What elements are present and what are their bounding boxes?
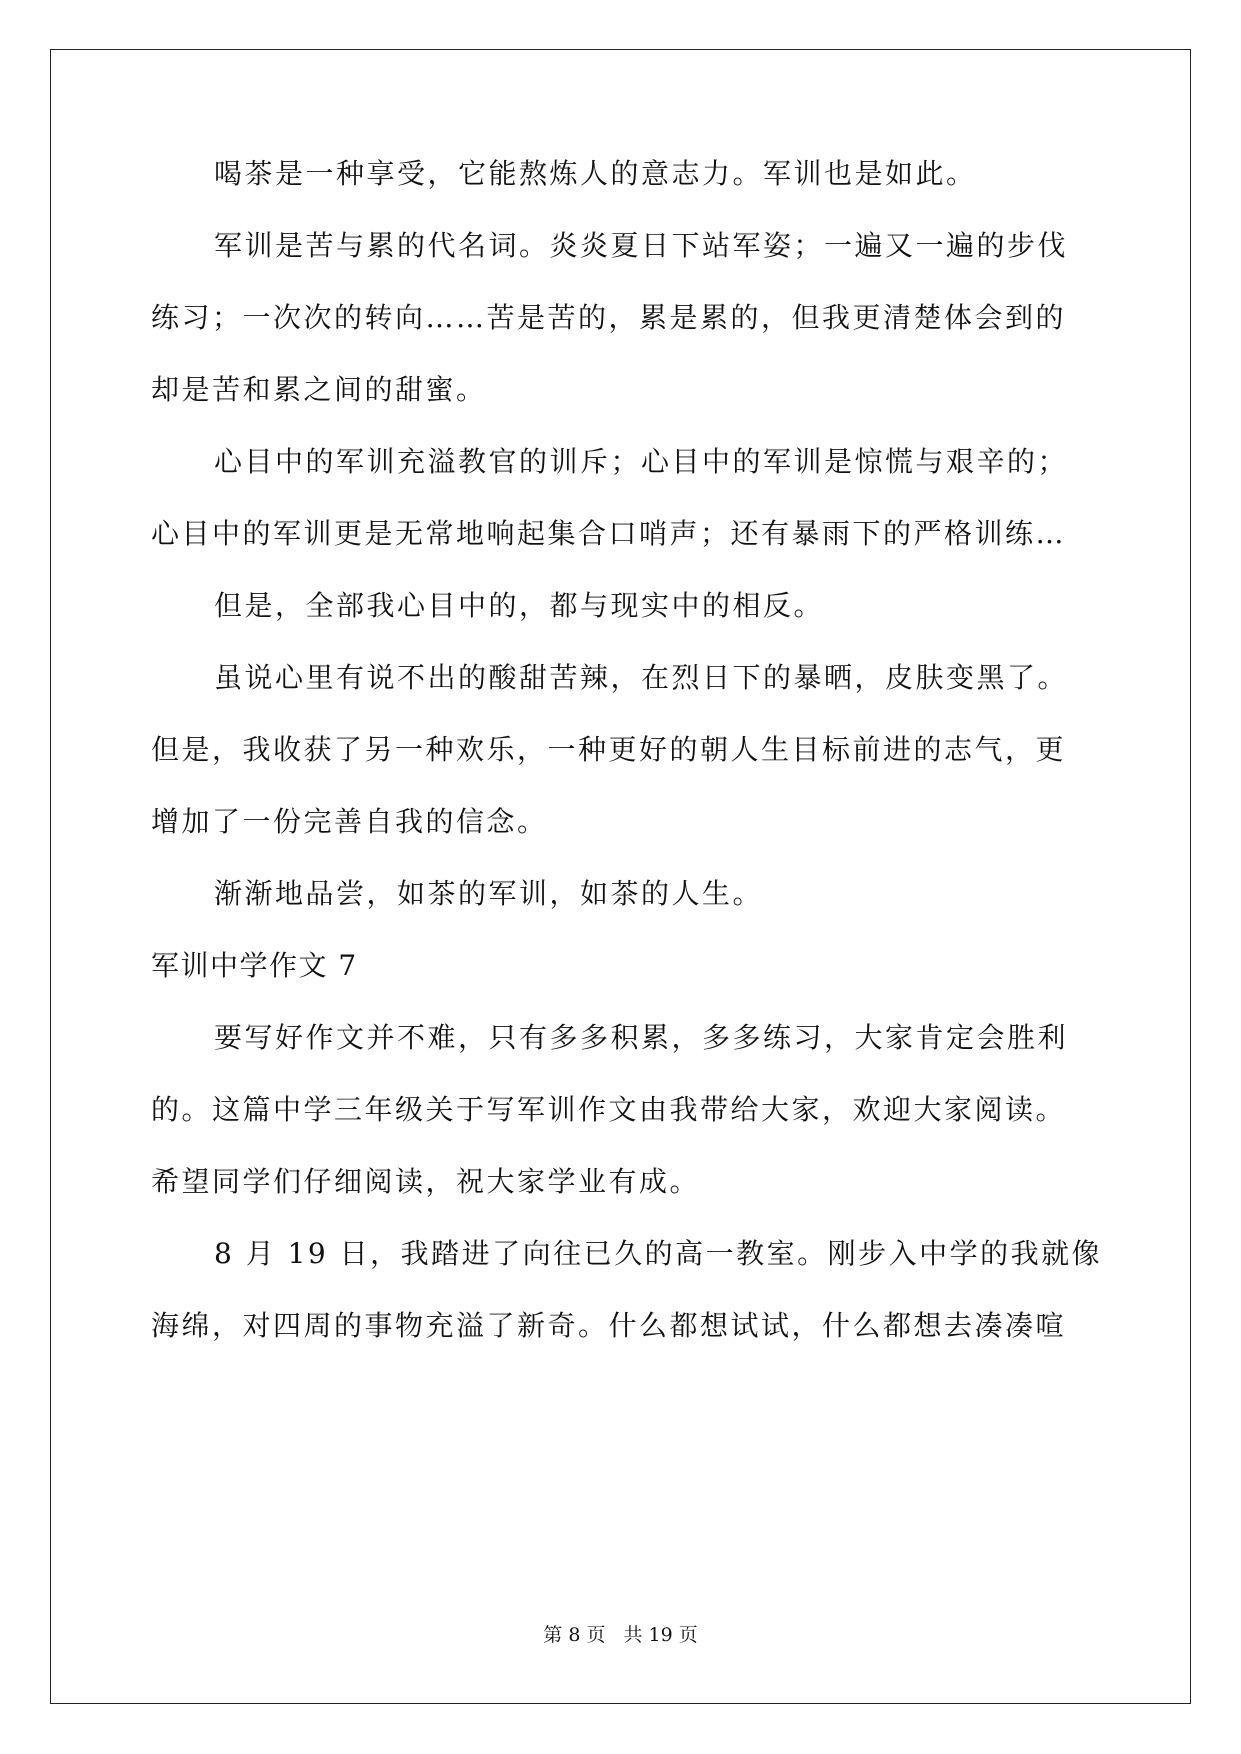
paragraph-line: 心目中的军训充溢教官的训斥；心目中的军训是惊慌与艰辛的；: [214, 445, 1069, 478]
paragraph-line: 8 月 19 日，我踏进了向往已久的高一教室。刚步入中学的我就像: [214, 1237, 1103, 1270]
page-total: 共 19 页: [623, 1624, 698, 1646]
page-footer: [0, 1623, 1241, 1647]
section-heading: 军训中学作文 7: [151, 949, 358, 982]
paragraph-line: 希望同学们仔细阅读，祝大家学业有成。: [151, 1165, 701, 1198]
paragraph-line: 虽说心里有说不出的酸甜苦辣，在烈日下的暴晒，皮肤变黑了。: [214, 661, 1069, 694]
paragraph-line: 但是，我收获了另一种欢乐，一种更好的朝人生目标前进的志气，更: [151, 733, 1067, 766]
paragraph-line: 心目中的军训更是无常地响起集合口哨声；还有暴雨下的严格训练…: [151, 517, 1067, 550]
paragraph-line: 要写好作文并不难，只有多多积累，多多练习，大家肯定会胜利: [214, 1021, 1069, 1054]
paragraph-line: 喝茶是一种享受，它能熬炼人的意志力。军训也是如此。: [214, 157, 977, 190]
paragraph-line: 但是，全部我心目中的，都与现实中的相反。: [214, 589, 825, 622]
paragraph-line: 增加了一份完善自我的信念。: [151, 805, 548, 838]
paragraph-line: 却是苦和累之间的甜蜜。: [151, 373, 487, 406]
paragraph-line: 渐渐地品尝，如茶的军训，如茶的人生。: [214, 877, 764, 910]
page-number: 第 8 页: [543, 1624, 606, 1646]
paragraph-line: 的。这篇中学三年级关于写军训作文由我带给大家，欢迎大家阅读。: [151, 1093, 1067, 1126]
paragraph-line: 军训是苦与累的代名词。炎炎夏日下站军姿；一遍又一遍的步伐: [214, 229, 1069, 262]
paragraph-line: 海绵，对四周的事物充溢了新奇。什么都想试试，什么都想去凑凑喧: [151, 1309, 1067, 1342]
paragraph-line: 练习；一次次的转向……苦是苦的，累是累的，但我更清楚体会到的: [151, 301, 1067, 334]
